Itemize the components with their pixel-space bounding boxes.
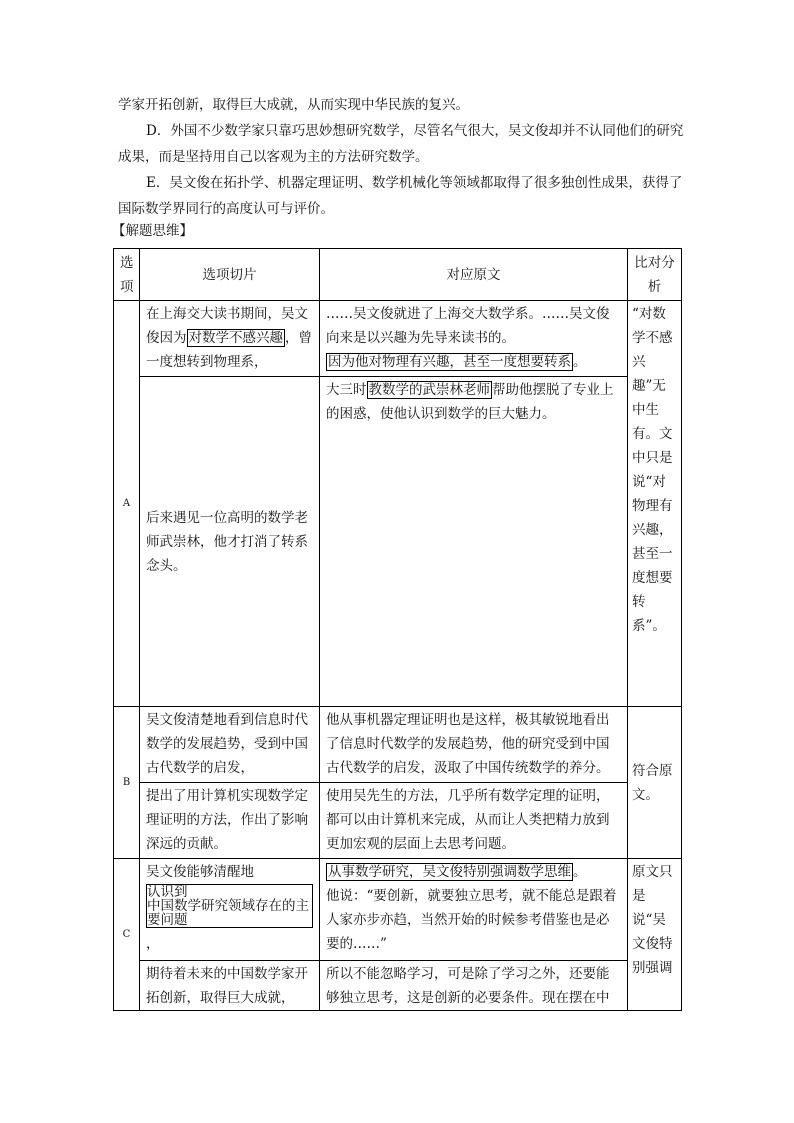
original-b-1: 他从事机器定理证明也是这样，极其敏锐地看出了信息时代数学的发展趋势，他的研究受到中国古代数学的启发，汲取了中国传统数学的养分。 [320,707,628,783]
table-row-c-2 [114,961,682,1011]
slice-a-2: 后来遇见一位高明的数学老师武崇林，他才打消了转系念头。 [140,377,320,707]
analysis-table [113,248,682,1011]
option-label-a: A [114,301,140,707]
analysis-a: “对数学不感兴趣”无中生有。文中只是说“对物理有兴趣，甚至一度想要转系”。 [628,301,682,707]
original-a-1: ……吴文俊就进了上海交大数学系。……吴文俊向来是以兴趣为先导来读书的。 因为他对物理有兴趣，甚至一度想要转系 。 [320,301,628,377]
header-option: 选项 [114,249,140,301]
table-row-a-2 [114,377,682,707]
header-original: 对应原文 [320,249,628,301]
highlight-box: 对数学不感兴趣 [188,330,283,346]
original-b-2: 使用吴先生的方法，几乎所有数学定理的证明，都可以由计算机来完成，从而让人类把精力放到更加宏观的层面上去思考问题。 [320,783,628,859]
slice-c-1: 吴文俊能够清醒地 认识到 中国数学研究领域存在的主要问题 ， [140,859,320,961]
header-analysis: 比对分析 [628,249,682,301]
original-a-2: 大三时 教数学的武崇林老师 帮助他摆脱了专业上的困惑，使他认识到数学的巨大魅力。 [320,377,628,707]
table-row-c-1 [114,859,682,961]
analysis-c: 原文只是说“吴文俊特别强调 [628,859,682,1011]
table-row-b-2 [114,783,682,859]
table-row-b-1 [114,707,682,783]
slice-c-2: 期待着未来的中国数学家开拓创新，取得巨大成就， [140,961,320,1011]
option-label-b: B [114,707,140,859]
slice-a-1: 在上海交大读书期间，吴文俊因为 对数学不感兴趣 ，曾一度想转到物理系， [140,301,320,377]
paragraph-option-d: D．外国不少数学家只靠巧思妙想研究数学，尽管名气很大，吴文俊却并不认同他们的研究成果，而是坚持用自己以客观为主的方法研究数学。 [118,123,684,165]
slice-b-2: 提出了用计算机实现数学定理证明的方法，作出了影响深远的贡献。 [140,783,320,859]
header-slice: 选项切片 [140,249,320,301]
slice-b-1: 吴文俊清楚地看到信息时代数学的发展趋势，受到中国古代数学的启发， [140,707,320,783]
analysis-b: 符合原文。 [628,707,682,859]
highlight-box: 教数学的武崇林老师 [368,382,490,398]
highlight-box: 从事数学研究，吴文俊特别强调数学思维 [328,864,571,880]
table-row-a-1 [114,301,682,377]
highlight-box: 认识到 中国数学研究领域存在的主要问题 [146,884,313,928]
highlight-box: 因为他对物理有兴趣，甚至一度想要转系 [328,354,571,370]
paragraph-continuation: 学家开拓创新，取得巨大成就，从而实现中华民族的复兴。 [118,97,469,113]
original-c-1: 从事数学研究，吴文俊特别强调数学思维 。 他说：“要创新，就要独立思考，就不能总是跟着人家亦步亦趋，当然开始的时候参考借鉴也是必要的……” [320,859,628,961]
paragraph-option-e: E．吴文俊在拓扑学、机器定理证明、数学机械化等领域都取得了很多独创性成果，获得了国际数学界同行的高度认可与评价。 [118,175,683,217]
option-label-c: C [114,859,140,1011]
original-c-2: 所以不能忽略学习，可是除了学习之外，还要能够独立思考，这是创新的必要条件。现在摆在中 [320,961,628,1011]
section-title: 【解题思维】 [112,223,193,239]
table-header-row [114,249,682,301]
